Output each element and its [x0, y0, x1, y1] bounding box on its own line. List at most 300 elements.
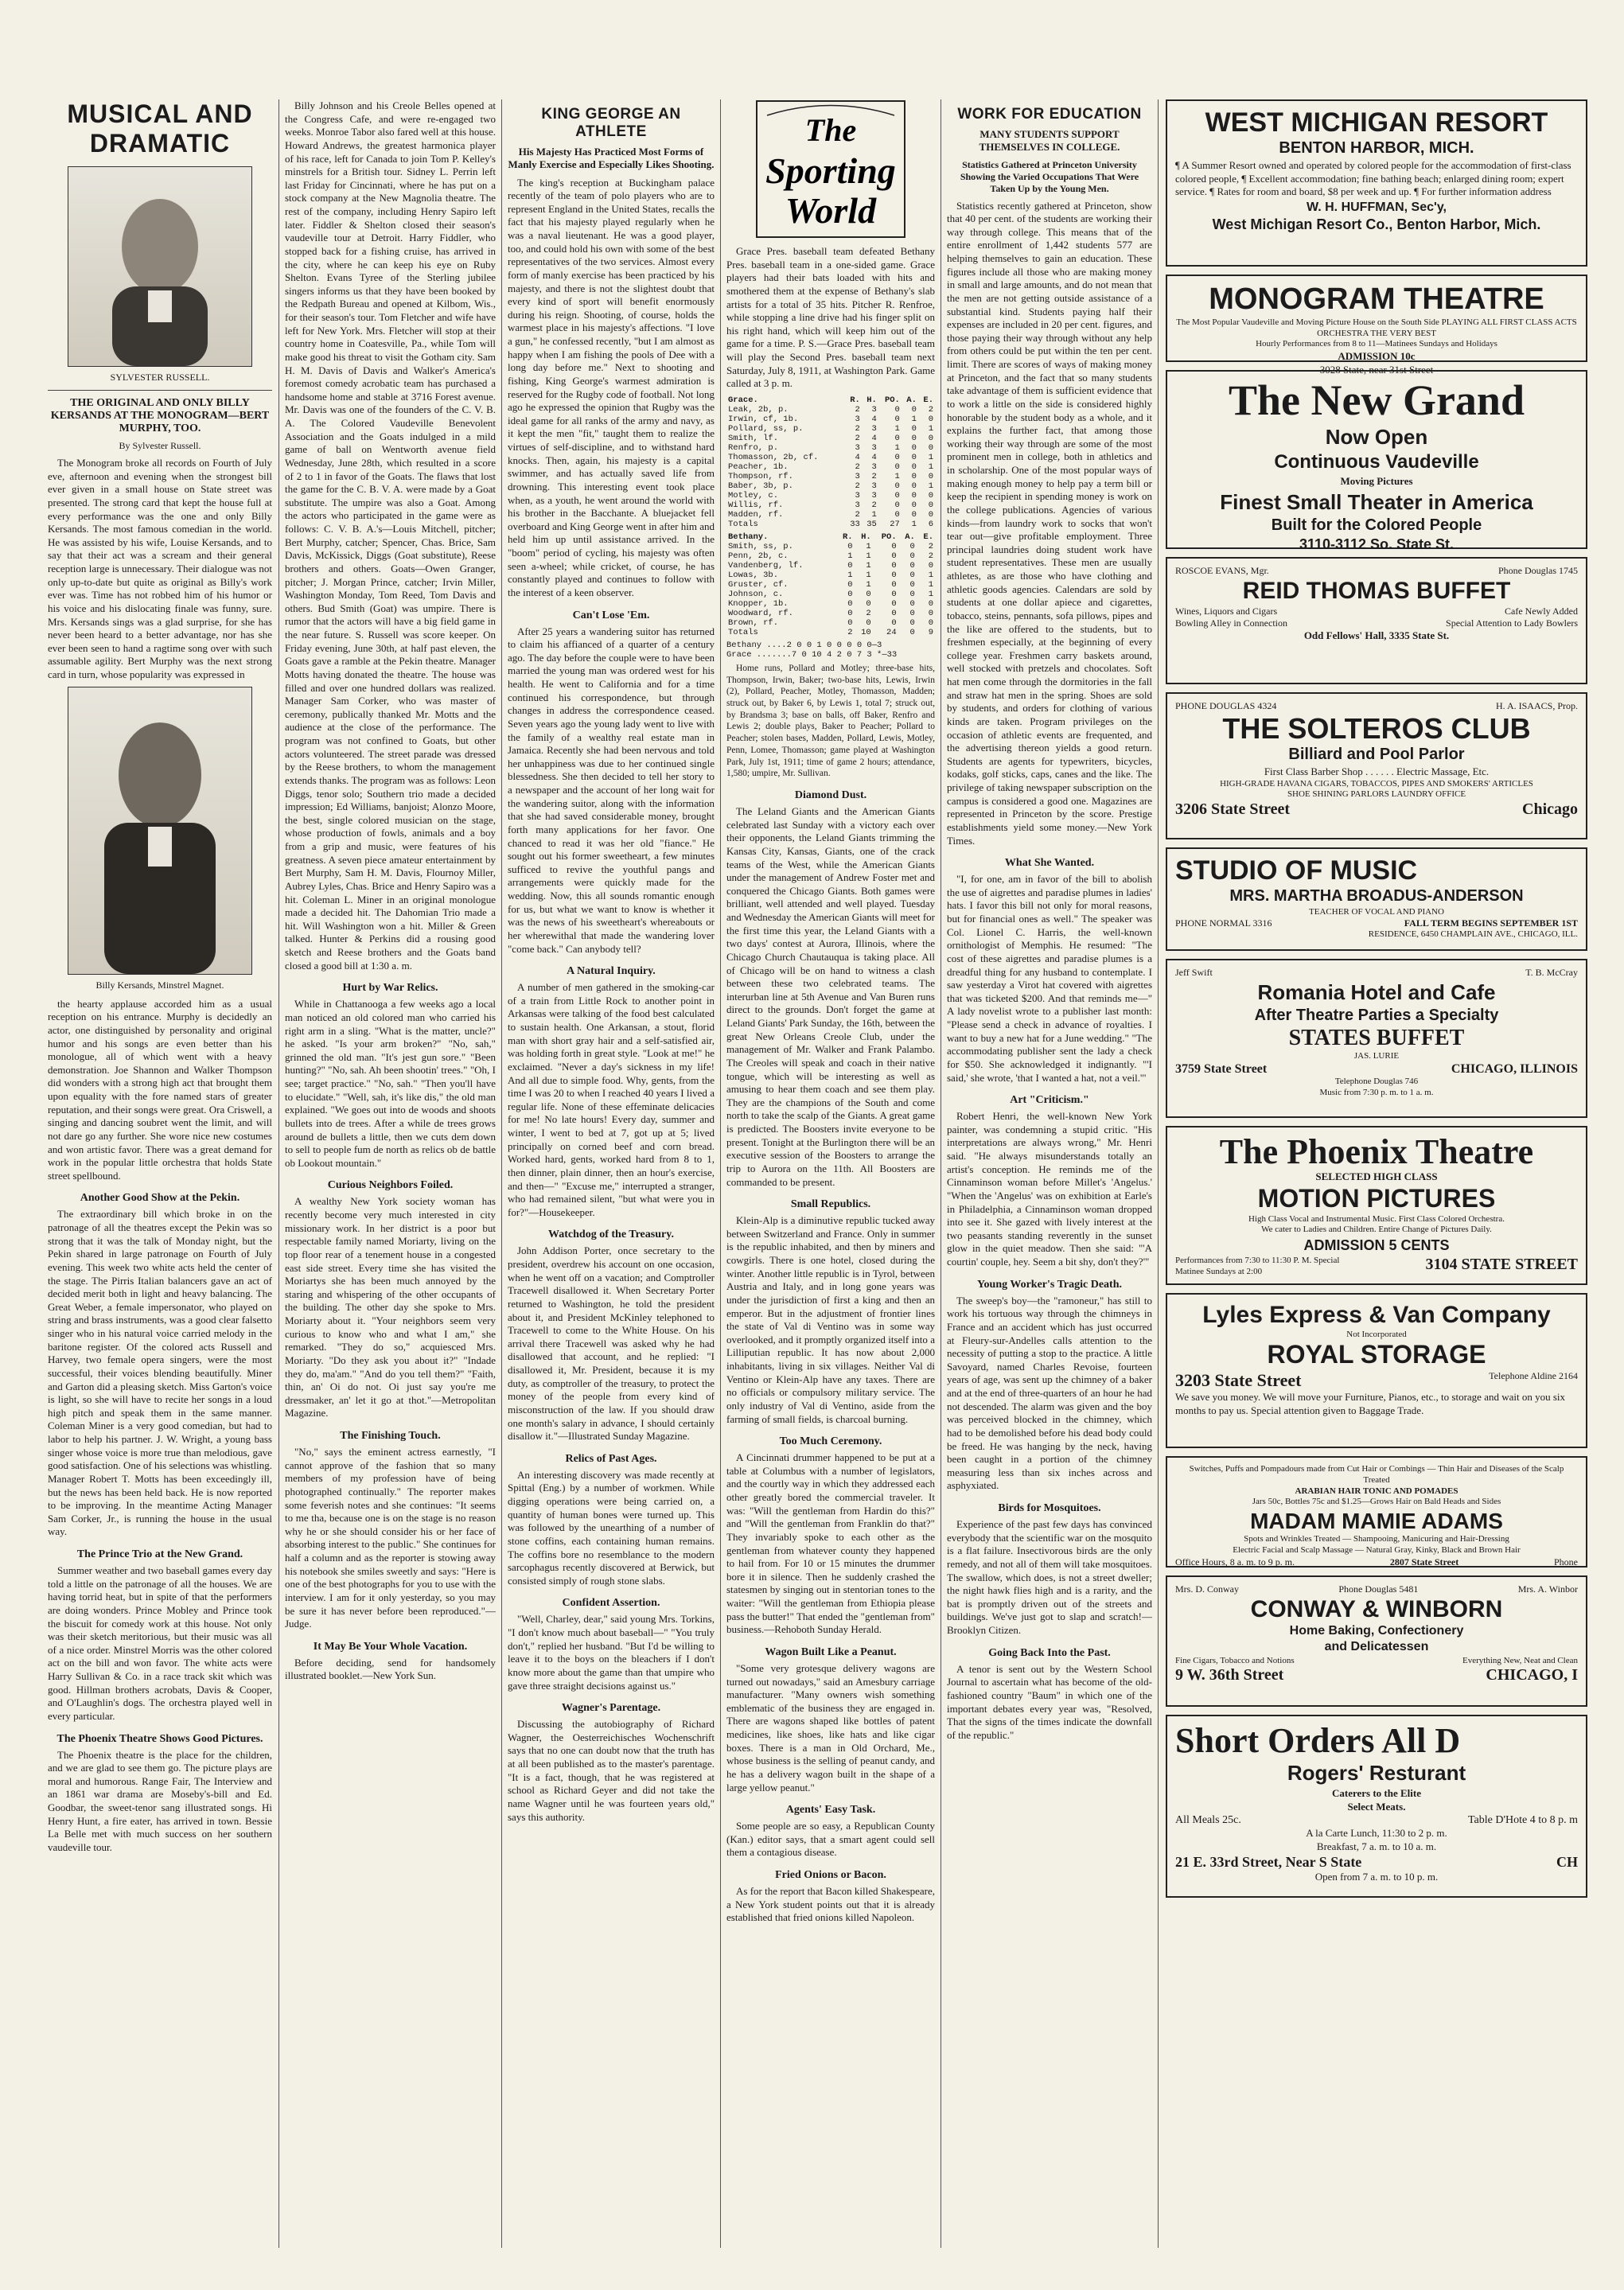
- ad-address: 3110-3112 So. State St.: [1299, 536, 1455, 552]
- table-cell: 0: [866, 617, 871, 628]
- table-cell: Pollard, ss, p.: [728, 423, 804, 434]
- ad-address: 21 E. 33rd Street, Near S State: [1175, 1853, 1362, 1870]
- table-cell: 1: [847, 570, 853, 580]
- table-cell: 1: [847, 551, 853, 561]
- ad-title: The Phoenix Theatre: [1219, 1132, 1534, 1171]
- ad-line: Spots and Wrinkles Treated — Shampooing, Manicuring and Hair-Dressing: [1244, 1534, 1509, 1544]
- ad-title: CONWAY & WINBORN: [1250, 1596, 1503, 1622]
- article-paragraph: The extraordinary bill which broke in on the patronage of all the theatres except the Pekin was so strong that it was the talk of Monday night, but the Pekin shared in large patronage on Fourth of July evening. This week two white acts held the center of the stage. The Pirris Italian balancers gave an act of decided merit both in light and heavy balancing. The Great Weber, a female impersonator, who played on string and brass instruments, was a good clear falsetto singer who in his natural voice carried melody in the baritone register. Of the colored acts Russell and Harvey, two female opera singers, were the most successful, their voices blending beautifully. Miner and Garton did a pleasing sketch. Miss Garton's voice is light, so she will have to recite her songs in a loud high pitch and speak them in the same manner. Coleman Miner is a very good comedian, but had to labor to help his partner. J. W. Wright, a young bass singer whose voice is more true than melodious, gave good satisfaction. One of his selections was whistling. Manager Robert T. Motts has been exceedingly ill, but the news has been held back. He is now reported to be improving. In the meantime Acting Manager Sam Corker, Jr., is running the house in the usual way.: [48, 1208, 272, 1538]
- ad-fall-term: FALL TERM BEGINS SEPTEMBER 1ST: [1404, 917, 1578, 929]
- table-cell: 2: [855, 423, 860, 434]
- subhead-diamond-dust: Diamond Dust.: [794, 789, 867, 802]
- table-cell: 1: [928, 462, 933, 472]
- table-cell: 0: [909, 551, 915, 561]
- ad-admission: ADMISSION 5 CENTS: [1303, 1237, 1450, 1254]
- box-score-column-header: A.: [905, 532, 915, 542]
- portrait-photo-sylvester-russell: [68, 166, 252, 367]
- table-row: [726, 571, 935, 580]
- subhead-prince-trio: The Prince Trio at the New Grand.: [76, 1548, 243, 1560]
- box-score-column-header: H.: [867, 395, 877, 405]
- ad-wines: Wines, Liquors and Cigars: [1175, 605, 1278, 617]
- ad-address: 3028 State, near 31st Street: [1319, 364, 1434, 376]
- ad-performances: Performances from 7:30 to 11:30 P. M. Special Matinee Sundays at 2:00: [1175, 1256, 1340, 1276]
- table-cell: Totals: [728, 627, 758, 637]
- ad-finest: Finest Small Theater in America: [1220, 489, 1533, 514]
- table-cell: 0: [847, 598, 853, 609]
- ad-romania-hotel: [1166, 959, 1587, 1118]
- ad-monogram-theatre: [1166, 275, 1587, 376]
- table-cell: 0: [911, 471, 917, 481]
- ad-baking: Home Baking, Confectionery: [1289, 1623, 1464, 1638]
- table-cell: 1: [866, 560, 871, 571]
- table-cell: Irwin, cf, 1b.: [728, 414, 799, 424]
- article-paragraph: A number of men gathered in the smoking-car of a train from Little Rock to another point in Arkansas were talking of the food best calculated to sustain health. One Arkansan, a stout, florid man with short gray hair and a self-satisfied air, was holding forth in great style. "Look at me!" he exclaimed. "Never a day's sickness in my life! And all due to simple food. Why, gents, from the time I was 20 to when I reached 40 years I lived a regular life. None of these effeminate delicacies for me! No late hours! Every day, summer and winter, I went to bed at 7, got up at 5; lived principally on corned beef and corn bread. Worked hard, gents, worked hard from 8 to 1, then dinner, plain dinner, then an hour's exercise, and then—" "Excuse me," interrupted a stranger, who had remained silent, "but what were you in for?"—Housekeeper.: [508, 981, 715, 1218]
- article-paragraph: "I, for one, am in favor of the bill to abolish the use of aigrettes and paradise plumes in ladies' hats. I favor this bill not only for moral reasons, but for financial ones as well." The speaker was Col. Lionel C. Harris, the well-known ornithologist of Memphis. He resumed: "The cost of these aigrettes and paradise plumes is a dreadful thing for any husband to contemplate. I saw yesterday a Virot hat covered with aigrettes that was ticketed $200. And that reminds me—" A lady novelist wrote to a publisher last month: "Please send a check in advance of royalties. I want to buy a new hat for a June wedding." "The accommodating publisher sent the lady a check for $50. She acknowledged it indignantly. "'I said,' she wrote, 'that I wanted a hat, not a veil.'": [947, 873, 1152, 1084]
- ad-city: Chicago: [1522, 800, 1578, 819]
- ad-vaudeville: Continuous Vaudeville: [1274, 450, 1479, 473]
- headline-musical-dramatic: MUSICAL AND DRAMATIC: [67, 99, 253, 158]
- ad-built: Built for the Colored People: [1271, 516, 1482, 534]
- subhead-what-she-wanted: What She Wanted.: [1004, 857, 1095, 870]
- ad-west-michigan-resort: [1166, 99, 1587, 267]
- box-score-column-header: Bethany.: [728, 532, 769, 542]
- ad-title: The New Grand: [1228, 376, 1525, 424]
- ad-reid-thomas-buffet: [1166, 557, 1587, 684]
- table-cell: 0: [894, 500, 900, 510]
- ad-manager: ROSCOE EVANS, Mgr.: [1175, 565, 1269, 576]
- table-cell: 1: [911, 414, 917, 424]
- ad-table-dhote: Table D'Hote 4 to 8 p. m: [1467, 1813, 1578, 1826]
- subhead-small-republics: Small Republics.: [790, 1198, 871, 1211]
- article-paragraph: A wealthy New York society woman has recently become very much interested in city missionary work. In her district is a poor but respectable family named Moriarty, living on the top floor rear of a tenement house in a congested east side street. Every time she has visited the Moriartys she has been much annoyed by the staring and whispering of the other occupants of the building. The other day she spoke to Mrs. Moriarty about it. "Your neighbors seem very curious to know who and what I am," she remarked. "They do so," acquiesced Mrs. Moriarty. "Do they ask you about it?" "Indade they do, ma'am." "And do you tell them?" "Faith, thin, an' Oi do not. Oi just say you're me dressmaker, an' let it go at thot."—Metropolitan Magazine.: [285, 1195, 496, 1420]
- ad-meats: Select Meats.: [1347, 1801, 1406, 1813]
- ad-breakfast: Breakfast, 7 a. m. to 10 a. m.: [1316, 1840, 1437, 1852]
- article-paragraph: The Leland Giants and the American Giants celebrated last Sunday with a victory each over their opponents, the Leland Giants trimming the Kansas City, Kansas, Giants, one of the crack teams of the West, while the American Giants under the management of Andrew Foster met and conquered the Chicago Giants. Both games were brilliant, well attended and well played. Tuesday and Wednesday the American Giants will meet for the first time this year, the Leland Giants with a two days' contest at Aurora, Illinois, where the Chicago Church Chautauqua is taking place. All of Chicago will be on hand to witness a clash between these two celebrated teams. The interurban line at 5th Avenue and Van Buren runs direct to the grounds. Don't forget the game at Leland Giants' Park Sunday, the 16th, between the great New Orleans Creole Club, under the management of Mr. Walker and Frank Palambo. The Creoles will speak and coach in their native tongue, which will be interesting as well as amusing to hear them coach and see them play. They are the champions of the South and come north to take the scalp of the Giants. A great game is predicted. The Boosters invite everyone to be present. Tonight at the Burlington there will be an executive session of the Boosters to arrange the trip to Aurora on the 11th. All Boosters are commanded to be present.: [726, 805, 935, 1188]
- ad-specialty: After Theatre Parties a Specialty: [1254, 1007, 1499, 1024]
- article-paragraph: While in Chattanooga a few weeks ago a local man noticed an old colored man who carried his right arm in a sling. "What is the matter, uncle?" he asked. "Is your arm broken?" "No, sah," grinned the old man. "It's jest gun sore." "Been hunting?" "No, sah. Ah been shootin' trees." "Oh, I see; target practice." "No, sah." "Then you'll have to elucidate." "Well, sah, it's like dis," the old man explained. "We goes out into de woods and shoots bullets into de trees. After a while de trees grows around de bullets a little, then we cuts dem down to sell to people fum de north as relics ob de battle ob Lookout mountain.": [285, 998, 496, 1169]
- table-cell: 0: [891, 570, 897, 580]
- ad-phone: Telephone Aldine 2164: [1489, 1369, 1578, 1381]
- table-cell: Smith, ss, p.: [728, 541, 793, 551]
- subhead-watchdog: Watchdog of the Treasury.: [548, 1229, 674, 1241]
- table-cell: 0: [928, 490, 933, 500]
- ad-title: Short Orders All D: [1175, 1721, 1461, 1760]
- table-cell: 1: [928, 570, 933, 580]
- article-paragraph: Robert Henri, the well-known New York painter, was condemning a stupid critic. "His interpretations are always wrong," Mr. Henri said. "He always misunderstands totally an artist's conception. He reminds me of the Cinnaminson woman before Millet's 'Angelus.' "When the 'Angelus' was on exhibition at Earle's in Philadelphia, a Cinnaminson woman dropped into see it. She gazed with lively interest at the two peasants standing reverently in the sunset glow in the quiet meadow. Then she said: "'A courtin' couple, hey. Seem a bit shy, don't they?'": [947, 1110, 1152, 1268]
- table-cell: 2: [847, 627, 853, 637]
- ad-title: WEST MICHIGAN RESORT: [1205, 107, 1548, 138]
- table-cell: 0: [911, 481, 917, 491]
- table-row: [726, 405, 935, 415]
- article-paragraph: The king's reception at Buckingham palace recently of the team of polo players who are to represent England in the United States, recalls the fact that his majesty played regularly when he was a naval lieutenant. He was a good player, too, and could hold his own with some of the best representatives of the two services. Almost every form of manly exercise has been practiced by his majesty, and there is not the slightest doubt that every kind of sport will benefit enormously during his reign. Shooting, of course, holds the warmest place in his majesty's affections. "I love a gun," he confessed recently, "but I am almost as happy when I am fishing the pools of Dee with a long day before me." Next to shooting and fishing, King George's warmest admiration is reserved for the Rugby code of football. Not long ago he expressed the opinion that Rugby was the ideal game for all ranks of the army and navy, as it kept the men "fit," taught them to realize the virtues of self-discipline, and to withstand hard knocks. Then, again, his majesty is a capital swimmer, and has actually saved life from drowning. This interesting event took place when, as a youth, he went around the world with his brother in the Bacchante. A bluejacket fell overboard and King George went in after him and held him up until assistance arrived. In the "boom" period of cycling, his majesty was often seen a-wheel; while cricket, of course, he has constantly played and continues to follow with the interest of a keen observer.: [508, 176, 715, 598]
- ad-meals: All Meals 25c.: [1175, 1813, 1241, 1826]
- table-cell: 0: [891, 579, 897, 590]
- article-paragraph: A Cincinnati drummer happened to be put at a table at Columbus with a number of legislators, and the courtly way in which they addressed each other greatly bored the commercial traveler. It was: "Will the gentleman from Hardin do this?" and "Will the gentleman from Franklin do that?" They invariably spoke to each other as the gentleman from whatever county they happened to hail from. For 10 or 15 minutes the drummer bore it in silence. Then he suddenly crashed the statesmen by singing out in stentorian tones to the waiter: "Will the gentleman from Ethiopia please pass the butter!" That ended the "gentleman from" business.—Rehoboth Sunday Herald.: [726, 1451, 935, 1636]
- ad-cigars: HIGH-GRADE HAVANA CIGARS, TOBACCOS, PIPES AND SMOKERS' ARTICLES: [1220, 778, 1533, 789]
- table-cell: 0: [894, 404, 900, 415]
- logo-word-sporting: Sporting: [765, 150, 896, 191]
- ad-phoenix-theatre: [1166, 1126, 1587, 1285]
- line-score-bethany: Bethany ....2 0 0 1 0 0 0 0 0—3: [726, 640, 882, 650]
- sporting-world-logo: [755, 99, 906, 239]
- ad-everything: Everything New, Neat and Clean: [1462, 1655, 1578, 1665]
- table-cell: 4: [871, 414, 877, 424]
- box-score-column-header: H.: [861, 532, 871, 542]
- table-cell: 0: [894, 462, 900, 472]
- ad-madam-mamie-adams: [1166, 1456, 1587, 1568]
- table-cell: 0: [928, 560, 933, 571]
- article-paragraph: "No," says the eminent actress earnestly, "I cannot approve of the fashion that so many members of my profession have of being photographed continually." The reporter makes some feverish notes and she continues: "It seems to me tha, because one is on the stage is no reason why he or she should consider his or her face of absorbing interest to the public." She continues for half a column and as the reporter is stowing away his notebook she smiles sweetly and says: "Here is one of the best photographs for you to use with the interview. I am for it only yesterday, so you may be sure it has never before been reproduced."—Judge.: [285, 1446, 496, 1630]
- table-cell: 0: [911, 500, 917, 510]
- table-cell: 0: [928, 442, 933, 453]
- table-cell: 0: [911, 490, 917, 500]
- table-cell: 0: [847, 579, 853, 590]
- ad-lunch: A la Carte Lunch, 11:30 to 2 p. m.: [1306, 1826, 1447, 1839]
- ad-company: West Michigan Resort Co., Benton Harbor, Mich.: [1212, 216, 1541, 233]
- ad-contact: W. H. HUFFMAN, Sec'y,: [1307, 201, 1447, 215]
- table-cell: 2: [928, 404, 933, 415]
- table-cell: 0: [866, 589, 871, 599]
- table-cell: 2: [871, 471, 877, 481]
- ad-teacher: TEACHER OF VOCAL AND PIANO: [1309, 906, 1444, 917]
- table-cell: 2: [855, 509, 860, 520]
- table-cell: 3: [855, 414, 860, 424]
- table-cell: 0: [847, 608, 853, 618]
- subhead-agents: Agents' Easy Task.: [785, 1804, 876, 1817]
- table-row: [726, 453, 935, 462]
- ad-hours: Office Hours, 8 a. m. to 9 p. m.: [1175, 1556, 1295, 1568]
- subhead-art-criticism: Art "Criticism.": [1010, 1094, 1089, 1107]
- table-row: [726, 481, 935, 491]
- ad-owner: Mrs. A. Winbor: [1517, 1583, 1578, 1595]
- article-paragraph: Summer weather and two baseball games every day told a little on the patronage of all the houses. We are having torrid heat, but in spite of that the performers are doing wonders. Prince Mobley and Prince took the biscuit for comedy work at this house. Not only was their sketch meritorious, but their music was all of a nice order. Minstrel Morris was the other colored act on the bill and won favor. The white acts were Harry Sullivan & Co. in a race track skit which was good. Hillman brothers acrobats, Davis & Cooper, and O'Laughlin's dogs. The orchestra played well in every particular.: [48, 1564, 272, 1722]
- table-cell: 0: [894, 414, 900, 424]
- table-cell: 3: [871, 481, 877, 491]
- line-score-grace: Grace .......7 0 10 4 2 0 7 3 *—33: [726, 649, 898, 660]
- table-cell: 0: [847, 617, 853, 628]
- table-cell: 0: [928, 509, 933, 520]
- table-cell: 0: [894, 490, 900, 500]
- table-cell: 1: [928, 579, 933, 590]
- ad-title: REID THOMAS BUFFET: [1242, 578, 1511, 604]
- table-cell: 0: [911, 442, 917, 453]
- ad-studio-of-music: [1166, 847, 1587, 951]
- ad-owner: Jeff Swift: [1175, 967, 1213, 978]
- table-cell: 9: [928, 627, 933, 637]
- table-cell: 0: [866, 598, 871, 609]
- table-cell: 3: [855, 442, 860, 453]
- subhead-tragic-death: Young Worker's Tragic Death.: [976, 1278, 1122, 1291]
- table-cell: 0: [894, 481, 900, 491]
- ad-vocal: High Class Vocal and Instrumental Music. First Class Colored Orchestra.: [1248, 1213, 1505, 1224]
- ad-name: Rogers' Resturant: [1287, 1761, 1466, 1786]
- ad-title: MADAM MAMIE ADAMS: [1250, 1509, 1503, 1533]
- portrait-photo-billy-kersands: [68, 687, 252, 975]
- table-cell: 0: [894, 452, 900, 462]
- table-cell: 0: [928, 617, 933, 628]
- table-cell: 0: [928, 414, 933, 424]
- table-cell: 0: [911, 509, 917, 520]
- table-cell: 3: [871, 490, 877, 500]
- ad-proprietor: H. A. ISAACS, Prop.: [1495, 700, 1578, 711]
- table-cell: 3: [871, 423, 877, 434]
- box-score-column-header: R.: [850, 395, 860, 405]
- table-cell: 2: [928, 541, 933, 551]
- ad-new-grand: [1166, 370, 1587, 552]
- divider: [48, 390, 272, 391]
- subhead-ceremony: Too Much Ceremony.: [779, 1435, 882, 1448]
- article-paragraph: As for the report that Bacon killed Shakespeare, a New York student points out that it is already established that fried onions killed Napoleon.: [726, 1885, 935, 1924]
- box-score-grace: [726, 395, 935, 529]
- headline-king-george: KING GEORGE AN ATHLETE: [541, 106, 681, 140]
- ad-solteros-club: [1166, 692, 1587, 839]
- table-cell: 1: [928, 452, 933, 462]
- subhead-king-george: His Majesty Has Practiced Most Forms of Manly Exercise and Especially Likes Shooting.: [508, 146, 715, 171]
- table-cell: 0: [909, 589, 915, 599]
- table-cell: 0: [909, 541, 915, 551]
- table-cell: 0: [847, 560, 853, 571]
- ad-address: 9 W. 36th Street: [1175, 1666, 1284, 1684]
- ad-owner: T. B. McCray: [1525, 967, 1578, 978]
- table-cell: 0: [909, 617, 915, 628]
- ad-name: MRS. MARTHA BROADUS-ANDERSON: [1229, 886, 1524, 905]
- table-cell: 2: [855, 462, 860, 472]
- ad-line: Switches, Puffs and Pompadours made from Cut Hair or Combings — Thin Hair and Diseases of the Scalp Treated: [1189, 1464, 1564, 1485]
- table-cell: Willis, rf.: [728, 500, 784, 510]
- logo-word-the: The: [804, 112, 857, 148]
- article-paragraph: Klein-Alp is a diminutive republic tucked away between Switzerland and France. Only in summer is the republic inhabited, and then by miners and cowgirls. There is one hotel, closed during the winter. Another little republic is in Tyrol, between Austria and Italy, and in long gone years was under the jurisdiction of first a king and then an emperor. But in the adjustment of frontier lines the state of Val di Ventino was in some way overlooked, and it promptly organized itself into a Lilliputian republic. It has now about 2,000 inhabitants, living in six villages. Neither Val di Ventino or Klein-Alp have any taxes. There are no officials or compulsory military service. The only industry of Val di Ventino, aside from the farming of small fields, is charcoal burning.: [726, 1214, 935, 1425]
- table-cell: 1: [928, 481, 933, 491]
- article-paragraph: The Monogram broke all records on Fourth of July eve, afternoon and evening when the strongest bill ever given in a small house on State street was presented. The strong card that kept the house full at every performance was the one and only Billy Kersands. The most famous comedian in the world. He was assisted by his wife, Louise Kersands, and to say that their act was a scream and their general reception large is unnecessary. Their dialogue was not only up-to-date but quite as original as Billy's work ever was. Time has not robbed him of his humor or his voice and his dislocating finale was funny, sure. Mrs. Kersands sings was a glad surprise, for she has never been heard to a better advantage, nor has she ever been seen to hand a ragtime song over with such assumable agility. Bert Murphy was the next strong card in turn, whose popularity was expressed in: [48, 457, 272, 680]
- article-paragraph: After 25 years a wandering suitor has returned to claim his affianced of a quarter of a century ago. The day before the couple were to have been married the young man was ordered west for his health. He went to California and for a time continued his correspondence, but through changes in address the correspondence ceased. Seven years ago the young lady went to live with the family of a wealthy real estate man in Jamaica. Recently she had been nervous and told her unhappiness was due to her continued single blessedness. She then decided to tell her story to a newspaper and the account of her long wait for the wandering suitor, along with the information that she had saved considerable money, brought forth many applications for her favor. One chanced to read it was her old "fiance." He sought out his former sweetheart, a few minutes sufficed to revive the youthful pangs and arrangements were quickly made for the wedding. Now, this all sounds romantic enough for us, but what we want to know is whether it was the news of his sweetheart's whereabouts or her wherewithal that made the wandering lover "come back." Can anybody tell?: [508, 625, 715, 955]
- table-cell: 3: [871, 404, 877, 415]
- subhead-natural-inquiry: A Natural Inquiry.: [567, 965, 656, 978]
- article-paragraph: The Phoenix theatre is the place for the children, and we are glad to see them go. The picture plays are moral and humorous. Range Fair, The Interview and an 1861 war drama are Moseby's-bill and Ed. Goodbar, the sweet-tenor sang illustrated songs. Hi Henry Hunt, a fire eater, has arrived in town. Bessie La Belle met with much success on her southern vaudeville tour.: [48, 1748, 272, 1853]
- table-cell: Leak, 2b, p.: [728, 404, 789, 415]
- table-cell: 2: [928, 551, 933, 561]
- ad-title: THE SOLTEROS CLUB: [1222, 712, 1531, 745]
- ad-now-open: Now Open: [1325, 424, 1428, 449]
- subhead-past: Going Back Into the Past.: [988, 1646, 1111, 1659]
- table-row: [726, 628, 935, 637]
- table-cell: 35: [867, 519, 877, 529]
- table-cell: 1: [871, 509, 877, 520]
- column-sporting-world: [726, 99, 935, 2248]
- table-cell: 0: [891, 560, 897, 571]
- subhead-onions: Fried Onions or Bacon.: [775, 1869, 886, 1882]
- article-paragraph: Grace Pres. baseball team defeated Bethany Pres. baseball team in a one-sided game. Grace players had their bats loaded with hits and smothered them at the expense of Bethany's slab artists for a total of 35 hits. Pitcher R. Renfroe, while stopping a line drive had his finger split on his right hand, which will keep him out of the game for a time. P. S.—Grace Pres. baseball team will play the Second Pres. baseball team next Saturday, July 8, 1911, at Washington Park. Game called at 3 p. m.: [726, 245, 935, 390]
- ad-line: ARABIAN HAIR TONIC AND POMADES: [1295, 1486, 1458, 1496]
- ad-conway-winborn: [1166, 1575, 1587, 1707]
- table-cell: 1: [928, 589, 933, 599]
- ad-location: BENTON HARBOR, MICH.: [1279, 138, 1474, 157]
- article-paragraph: John Addison Porter, once secretary to the president, overdrew his account on one occasion, when he went off on a vacation; and Comptroller Tracewell disallowed it. When Secretary Porter returned to Washington, he told the president about it, and President McKinley telephoned to Tracewell to come to the White House. On his arrival there Tracewell was asked why he had disallowed that account, and he replied: "I disallowed it, Mr. President, because it is my duty, as comptroller of the treasury, to protect the money of the people from every kind of misconstruction of the law. If you should draw one month's salary in advance, I should certainly disallow it."—Illustrated Sunday Magazine.: [508, 1244, 715, 1443]
- ad-title: Lyles Express & Van Company: [1202, 1302, 1551, 1328]
- subhead-relics: Relics of Past Ages.: [565, 1452, 657, 1465]
- table-cell: Smith, lf.: [728, 433, 779, 443]
- ad-open: Open from 7 a. m. to 10 p. m.: [1314, 1870, 1439, 1883]
- table-cell: 0: [891, 541, 897, 551]
- ad-lyles-express: [1166, 1293, 1587, 1448]
- article-paragraph: Experience of the past few days has convinced everybody that the scientific war on the mosquito is a flat failure. Insectivorous birds are the only remedy, and not all of them will take mosquitoes. The swallow, which does, is not a street dweller; the night hawk flies high and is a rarity, and the bat is promptly driven out of the streets and buildings. We've just got to slap and scratch!—Brooklyn Citizen.: [947, 1518, 1152, 1636]
- ad-line: The Most Popular Vaudeville and Moving Picture House on the South Side PLAYING ALL FIRST CLASS ACTS ORCHESTRA THE VERY BEST: [1176, 317, 1577, 338]
- article-paragraph: Before deciding, send for handsomely illustrated booklet.—New York Sun.: [285, 1656, 496, 1682]
- table-row: [726, 520, 935, 529]
- table-cell: 3: [855, 490, 860, 500]
- box-score-column-header: R.: [842, 532, 853, 542]
- article-paragraph: "Well, Charley, dear," said young Mrs. Torkins, "I don't know much about baseball—" "You truly don't," replied her husband. "But I'd be willing to leave it to the boys on the bleachers if I don't know more about the game than that umpire who gave three straight decisions against us.": [508, 1613, 715, 1692]
- table-cell: 0: [909, 560, 915, 571]
- table-cell: 6: [928, 519, 933, 529]
- table-row: [726, 462, 935, 472]
- table-cell: 3: [855, 471, 860, 481]
- subhead-finishing-touch: The Finishing Touch.: [340, 1430, 441, 1442]
- table-cell: 0: [909, 598, 915, 609]
- table-cell: 0: [847, 541, 853, 551]
- ad-line: Electric Facial and Scalp Massage — Natural Gray, Kinky, Black and Brown Hair: [1233, 1545, 1521, 1556]
- article-paragraph: Discussing the autobiography of Richard Wagner, the Oesterreichisches Wochenschrift says that no one can doubt now that the truth has at all been published as to the master's parentage. "It is a fact, though, that he was registered at school as Richard Geyer and did not take the name Wagner until he was fourteen years old," says this authority.: [508, 1718, 715, 1823]
- table-cell: 0: [928, 608, 933, 618]
- table-cell: 0: [928, 471, 933, 481]
- table-cell: 1: [866, 579, 871, 590]
- subhead-neighbors: Curious Neighbors Foiled.: [327, 1179, 454, 1192]
- ad-city: CH: [1556, 1853, 1578, 1870]
- table-cell: 0: [891, 617, 897, 628]
- subhead-mosquitoes: Birds for Mosquitoes.: [998, 1502, 1101, 1514]
- table-cell: 0: [928, 598, 933, 609]
- table-row: [726, 551, 935, 561]
- ad-barber: First Class Barber Shop . . . . . . Electric Massage, Etc.: [1264, 765, 1490, 777]
- table-cell: 2: [855, 481, 860, 491]
- table-row: [726, 491, 935, 500]
- ad-cafe: Cafe Newly Added: [1505, 605, 1578, 617]
- box-score-column-header: Grace.: [728, 395, 758, 405]
- table-cell: Knopper, 1b.: [728, 598, 789, 609]
- article-paragraph: the hearty applause accorded him as a usual reception on his entrance. Murphy is decidedly an actor, one distinguished by personality and original humor and his songs are even better than his monologue, all of which went with a heavy demonstration. Joe Shannon and Walker Thompson did wonders with a strong high act that brought them upon equality with the fore named stars of greater reputation, and their songs were great. Ora Criswell, a singing and dancing soubret went the limit, and will not dare go any further. She wore nice new costumes and won artistic favor. There was a great demand for work in the popular little orchestra that holds State street spellbound.: [48, 997, 272, 1182]
- logo-word-world: World: [785, 190, 877, 231]
- table-cell: Lowas, 3b.: [728, 570, 779, 580]
- ad-not-incorporated: Not Incorporated: [1346, 1329, 1407, 1339]
- table-cell: 0: [847, 589, 853, 599]
- subhead-pekin: Another Good Show at the Pekin.: [80, 1192, 240, 1205]
- table-cell: Thompson, rf.: [728, 471, 793, 481]
- box-score-bethany: [726, 532, 935, 637]
- headline-work-education: WORK FOR EDUCATION: [957, 106, 1142, 123]
- table-row: [726, 443, 935, 453]
- article-paragraph: An interesting discovery was made recently at Spittal (Eng.) by a number of workmen. While digging operations were being carried on, a quantity of human bones were turned up. This was followed by the unearthing of a number of stone coffins, each containing human remains. The coffins bore no resemblance to the modern sarcophagus recently discovered at Berwick, but consisted simply of rough stone slabs.: [508, 1468, 715, 1587]
- table-cell: Peacher, 1b.: [728, 462, 789, 472]
- ad-admission: ADMISSION 10c: [1338, 350, 1416, 363]
- subhead-vacation: It May Be Your Whole Vacation.: [313, 1640, 468, 1653]
- table-row: [726, 542, 935, 551]
- table-cell: 0: [891, 608, 897, 618]
- ad-cater: We cater to Ladies and Children. Entire Change of Pictures Daily.: [1261, 1225, 1492, 1235]
- table-cell: 24: [886, 627, 897, 637]
- ad-title: Romania Hotel and Cafe: [1257, 980, 1496, 1004]
- box-score-column-header: A.: [906, 395, 917, 405]
- table-cell: Brown, rf.: [728, 617, 779, 628]
- ad-phone: Phone Douglas 1745: [1498, 565, 1578, 576]
- ad-rogers-resturant: [1166, 1715, 1587, 1898]
- ad-phone: PHONE NORMAL 3316: [1175, 917, 1272, 929]
- table-cell: 3: [871, 442, 877, 453]
- ad-address: 3759 State Street: [1175, 1062, 1268, 1077]
- column-king-george: [508, 99, 715, 2248]
- table-cell: Penn, 2b, c.: [728, 551, 789, 561]
- table-cell: 2: [855, 404, 860, 415]
- box-score-column-header: E.: [923, 532, 933, 542]
- table-cell: 0: [909, 570, 915, 580]
- article-paragraph: A tenor is sent out by the Western School Journal to ascertain what has become of the old-fashioned country "Baum" in which one of the important debates every year was, "Resolved, That the signs of the times indicate the downfall of the republic.": [947, 1662, 1152, 1741]
- ad-royal-storage: ROYAL STORAGE: [1267, 1340, 1486, 1369]
- table-cell: 3: [871, 462, 877, 472]
- table-row: [726, 415, 935, 424]
- table-cell: 0: [911, 452, 917, 462]
- table-cell: 1: [866, 551, 871, 561]
- ad-line: Jars 50c, Bottles 75c and $1.25—Grows Hair on Bald Heads and Sides: [1252, 1497, 1501, 1507]
- table-cell: 0: [928, 500, 933, 510]
- table-row: [726, 434, 935, 443]
- table-cell: Vandenberg, lf.: [728, 560, 804, 571]
- ad-ladies: Special Attention to Lady Bowlers: [1446, 617, 1578, 629]
- subhead-students: MANY STUDENTS SUPPORT THEMSELVES IN COLLEGE.: [979, 128, 1120, 154]
- table-cell: 2: [855, 433, 860, 443]
- table-cell: 0: [894, 509, 900, 520]
- table-cell: 0: [891, 589, 897, 599]
- table-cell: 3: [855, 500, 860, 510]
- table-cell: 0: [891, 551, 897, 561]
- box-score-column-header: PO.: [884, 395, 900, 405]
- table-cell: 0: [911, 423, 917, 434]
- ad-selected: SELECTED HIGH CLASS: [1315, 1170, 1438, 1183]
- table-cell: 0: [909, 579, 915, 590]
- table-cell: Totals: [728, 519, 758, 529]
- ad-residence: RESIDENCE, 6450 CHAMPLAIN AVE., CHICAGO, ILL.: [1368, 929, 1578, 940]
- table-row: [726, 618, 935, 628]
- table-cell: Johnson, c.: [728, 589, 784, 599]
- table-cell: Madden, rf.: [728, 509, 784, 520]
- table-cell: 4: [855, 452, 860, 462]
- table-row: [726, 609, 935, 618]
- ad-title: MONOGRAM THEATRE: [1209, 282, 1544, 316]
- ad-address: 3104 STATE STREET: [1425, 1256, 1578, 1274]
- table-cell: 1: [894, 442, 900, 453]
- ad-owner: Mrs. D. Conway: [1175, 1583, 1239, 1595]
- ad-caterers: Caterers to the Elite: [1331, 1787, 1422, 1800]
- subhead-wagon: Wagon Built Like a Peanut.: [765, 1645, 897, 1658]
- subhead-war-relics: Hurt by War Relics.: [342, 982, 438, 995]
- table-row: [726, 599, 935, 609]
- table-cell: 4: [871, 433, 877, 443]
- table-cell: 0: [894, 433, 900, 443]
- ad-address: Odd Fellows' Hall, 3335 State St.: [1303, 629, 1450, 641]
- table-cell: 0: [911, 404, 917, 415]
- table-cell: 0: [909, 608, 915, 618]
- box-score-column-header: E.: [923, 395, 933, 405]
- table-cell: Renfro, p.: [728, 442, 779, 453]
- table-row: [726, 510, 935, 520]
- article-paragraph: "Some very grotesque delivery wagons are turned out nowadays," said an Amesbury carriage manufacturer. "Many owners wish something emblematic of the business they are engaged in. There are wagons shaped like bottles of patent medicines, like shoes, like hats and like cigar boxes. There is a man in Old Orchard, Me., whose business is the selling of peanut candy, and he has a delivery wagon built in the shape of a large yellow peanut.": [726, 1661, 935, 1793]
- ad-address: 2807 State Street: [1389, 1556, 1459, 1568]
- table-row: [726, 472, 935, 481]
- table-cell: 10: [861, 627, 871, 637]
- table-row: [726, 580, 935, 590]
- subhead-phoenix: The Phoenix Theatre Shows Good Pictures.: [56, 1732, 263, 1745]
- article-paragraph: The sweep's boy—the "ramoneur," has still to work his tortuous way through the chimneys in France and an accident which has just occurred at Fleury-sur-Andelles calls attention to the necessity of putting a stop to the practice. A little Savoyard, named Charles Revoise, fourteen years of age, was sent up the chimney of a baker and at the end of three-quarters of an hour he had not descended. The alarm was given and the boy was perceived blocked in the chimney, which had to be demolished before his dead body could be freed. He was hanging by the neck, having been caught in a portion of the chimney measuring less than six inches across and asphyxiated.: [947, 1294, 1152, 1492]
- table-cell: 1: [866, 541, 871, 551]
- ad-bowling: Bowling Alley in Connection: [1175, 617, 1287, 629]
- table-row: [726, 500, 935, 510]
